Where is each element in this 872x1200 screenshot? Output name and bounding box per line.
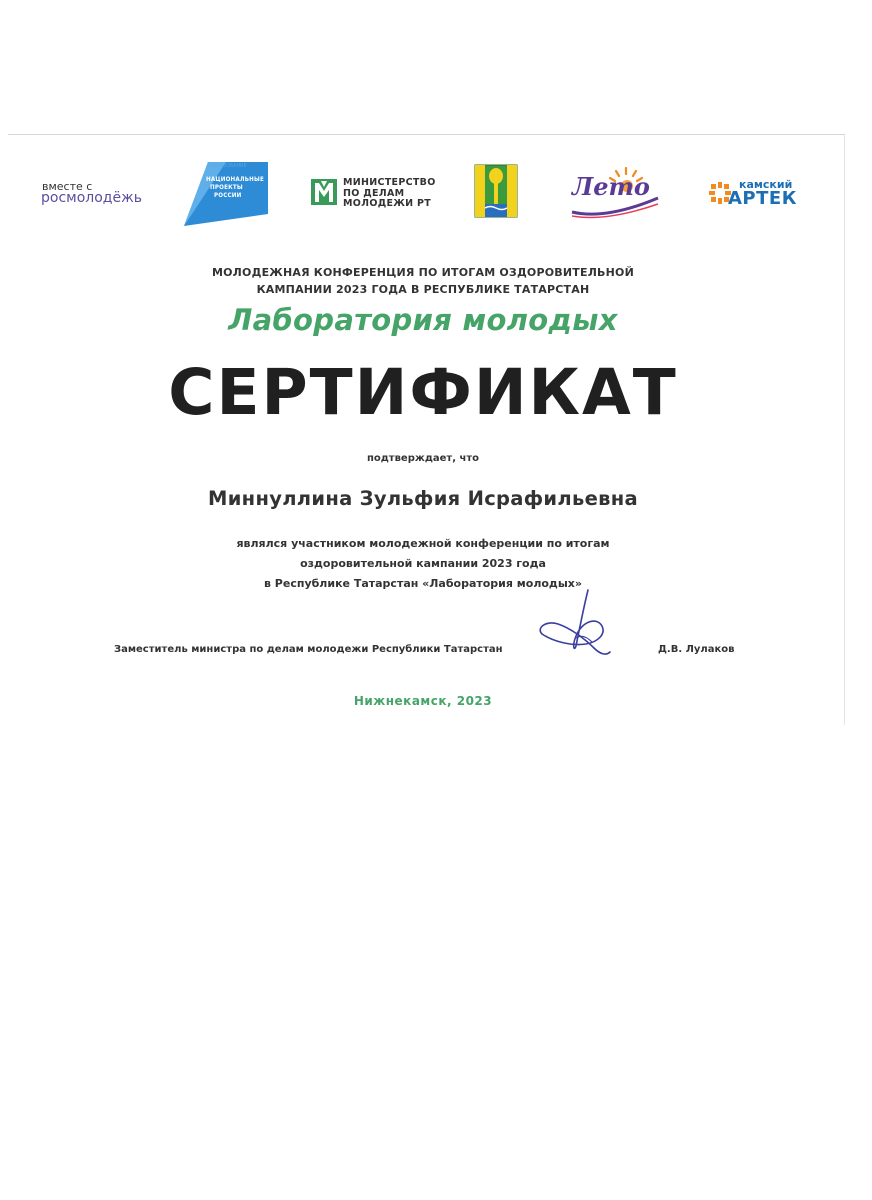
ministry-logo-text: [343, 178, 436, 210]
ministry-line1: МИНИСТЕРСТВО: [343, 177, 436, 188]
rosmolodezh-logo-line2: росмолодёжь: [41, 190, 142, 206]
artek-logo-line2: АРТЕК: [728, 188, 797, 209]
signer-position: Заместитель министра по делам молодежи Республики Татарстан: [114, 644, 503, 655]
recipient-name: Миннуллина Зульфия Исрафильевна: [208, 487, 638, 510]
conference-header-line2: КАМПАНИИ 2023 ГОДА В РЕСПУБЛИКЕ ТАТАРСТАН: [256, 283, 590, 296]
rosmolodezh-logo-line1: вместе с: [42, 180, 93, 193]
national-projects-label-2: ПРОЕКТЫ: [210, 184, 243, 191]
body-line-2: оздоровительной кампании 2023 года: [300, 557, 546, 570]
certificate-title: СЕРТИФИКАТ: [168, 356, 678, 429]
national-projects-label-3: РОССИИ: [214, 192, 242, 199]
national-projects-label-0: ОБРАЗОВАНИЕ: [210, 163, 247, 169]
ministry-line2: ПО ДЕЛАМ: [343, 187, 405, 199]
body-line-3: в Республике Татарстан «Лаборатория молодых»: [264, 577, 582, 590]
event-title: Лаборатория молодых: [228, 303, 618, 337]
signature-icon: [536, 586, 616, 658]
coat-of-arms-icon: [474, 164, 518, 218]
certificate-sheet: [8, 134, 845, 725]
conference-header-line1: МОЛОДЕЖНАЯ КОНФЕРЕНЦИЯ ПО ИТОГАМ ОЗДОРОВИТЕЛЬНОЙ: [211, 266, 634, 279]
confirms-text: подтверждает, что: [366, 453, 480, 464]
ministry-emblem-icon: [310, 178, 338, 206]
ministry-line3: МОЛОДЕЖИ РТ: [343, 198, 432, 209]
artek-logo-line1: камский: [739, 178, 793, 191]
place-date: Нижнекамск, 2023: [353, 694, 493, 708]
conference-header: [0, 264, 846, 298]
body-line-1: являлся участником молодежной конференции по итогам: [236, 537, 610, 550]
national-projects-label-1: НАЦИОНАЛЬНЫЕ: [206, 176, 264, 183]
leto-logo-text: Лето: [572, 172, 650, 201]
signer-name: Д.В. Лулаков: [658, 644, 735, 655]
